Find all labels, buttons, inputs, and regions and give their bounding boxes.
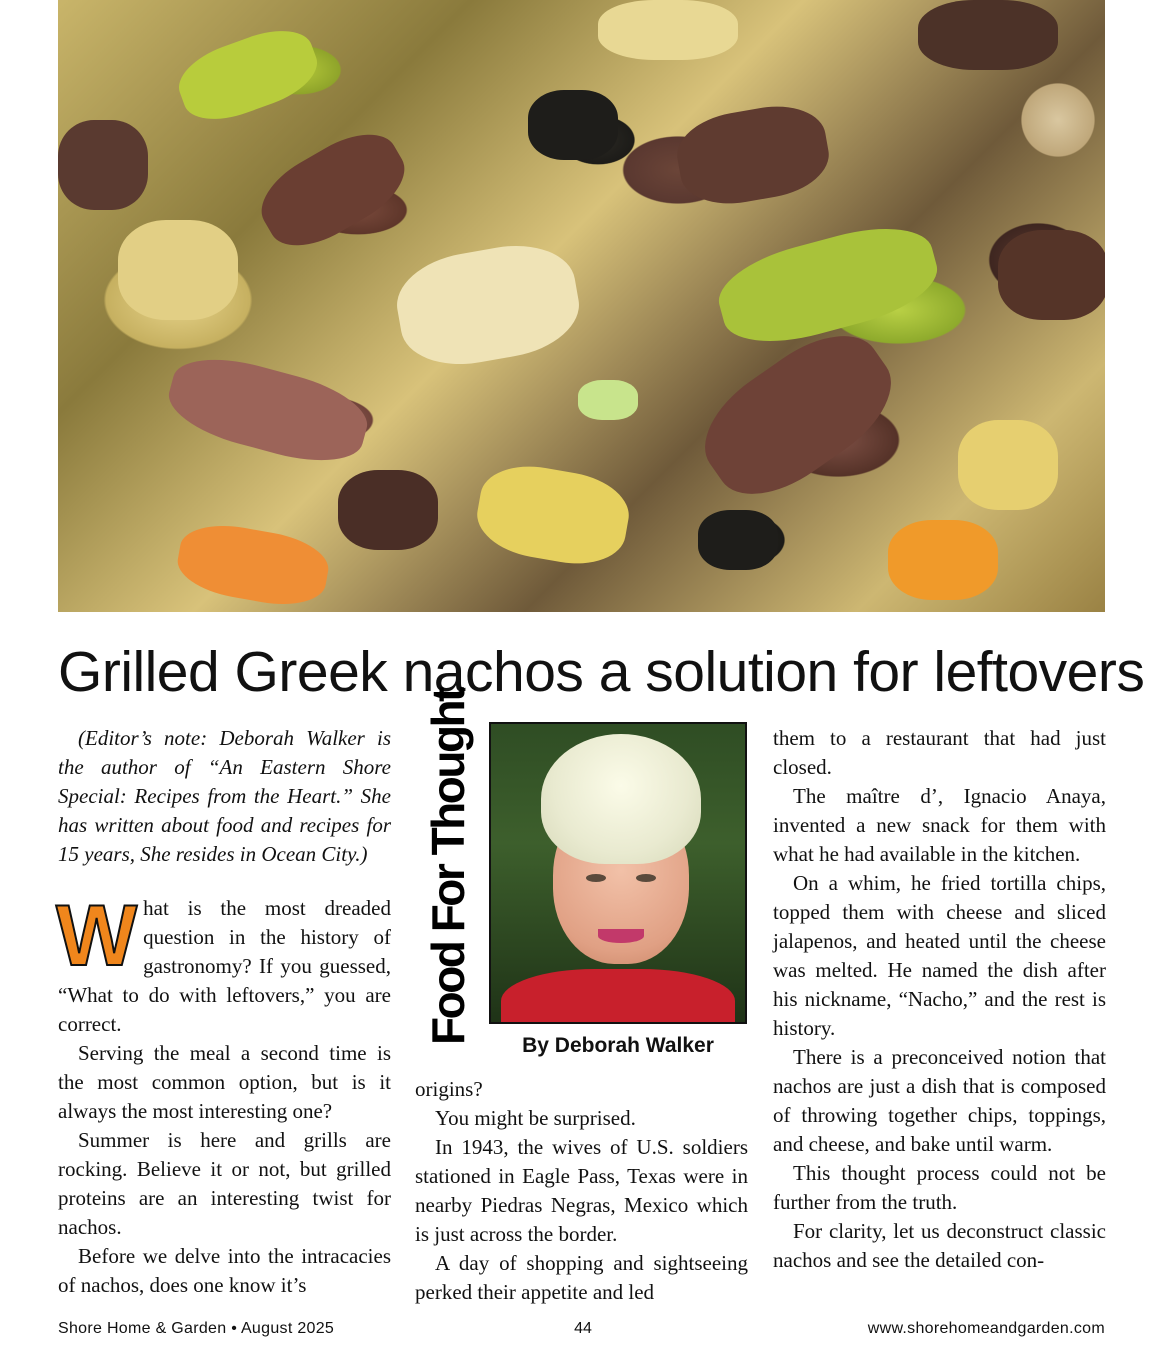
page-footer bbox=[58, 1318, 1105, 1340]
drop-cap: W bbox=[56, 888, 138, 984]
section-label-vertical bbox=[418, 689, 478, 1045]
author-byline: By Deborah Walker bbox=[522, 1034, 714, 1057]
article-column-2 bbox=[415, 1075, 748, 1307]
paragraph: On a whim, he fried tortilla chips, topped them with cheese and sliced jalapenos, and heated until the cheese was melted. He named the dish after his nickname, “Nacho,” and the rest is history. bbox=[773, 871, 1106, 1040]
hero-photo-grilled-nachos bbox=[58, 0, 1105, 612]
paragraph: Serving the meal a second time is the most common option, but is it always the most interesting one? bbox=[58, 1041, 391, 1123]
paragraph: For clarity, let us deconstruct classic nachos and see the detailed con- bbox=[773, 1219, 1106, 1272]
footer-publication: Shore Home & Garden • August 2025 bbox=[58, 1320, 335, 1337]
paragraph: In 1943, the wives of U.S. soldiers stationed in Eagle Pass, Texas were in nearby Piedras Negras, Mexico which is just across the border. bbox=[415, 1135, 748, 1246]
article-column-3 bbox=[773, 724, 1106, 1275]
lead-paragraph: What is the most dreaded question in the history of gastronomy? If you guessed, “What to do with leftovers,” you are correct. bbox=[56, 888, 391, 1036]
paragraph-continued: origins? bbox=[415, 1077, 483, 1101]
paragraph: You might be surprised. bbox=[435, 1106, 636, 1130]
paragraph: The maître d’, Ignacio Anaya, invented a new snack for them with what he had available in the kitchen. bbox=[773, 784, 1106, 866]
paragraph: A day of shopping and sightseeing perked their appetite and led bbox=[415, 1251, 748, 1304]
paragraph-continued: them to a restaurant that had just closed. bbox=[773, 726, 1106, 779]
footer-website[interactable]: www.shorehomeandgarden.com bbox=[867, 1320, 1105, 1337]
editor-note: (Editor’s note: Deborah Walker is the author of “An Eastern Shore Special: Recipes from the Heart.” She has written about food and recipes for 15 years, She resides in Ocean City.) bbox=[58, 726, 391, 866]
paragraph: This thought process could not be further from the truth. bbox=[773, 1161, 1106, 1214]
author-portrait bbox=[489, 722, 747, 1024]
footer-page-number: 44 bbox=[574, 1320, 592, 1337]
article-headline: Grilled Greek nachos a solution for leftovers bbox=[58, 640, 1145, 704]
section-label-text: Food For Thought bbox=[422, 689, 474, 1045]
paragraph: There is a preconceived notion that nachos are just a dish that is composed of throwing together chips, toppings, and cheese, and bake until warm. bbox=[773, 1045, 1106, 1156]
article-column-1 bbox=[58, 724, 391, 1300]
paragraph: Summer is here and grills are rocking. Believe it or not, but grilled proteins are an interesting twist for nachos. bbox=[58, 1128, 391, 1239]
paragraph: Before we delve into the intracacies of nachos, does one know it’s bbox=[58, 1244, 391, 1297]
